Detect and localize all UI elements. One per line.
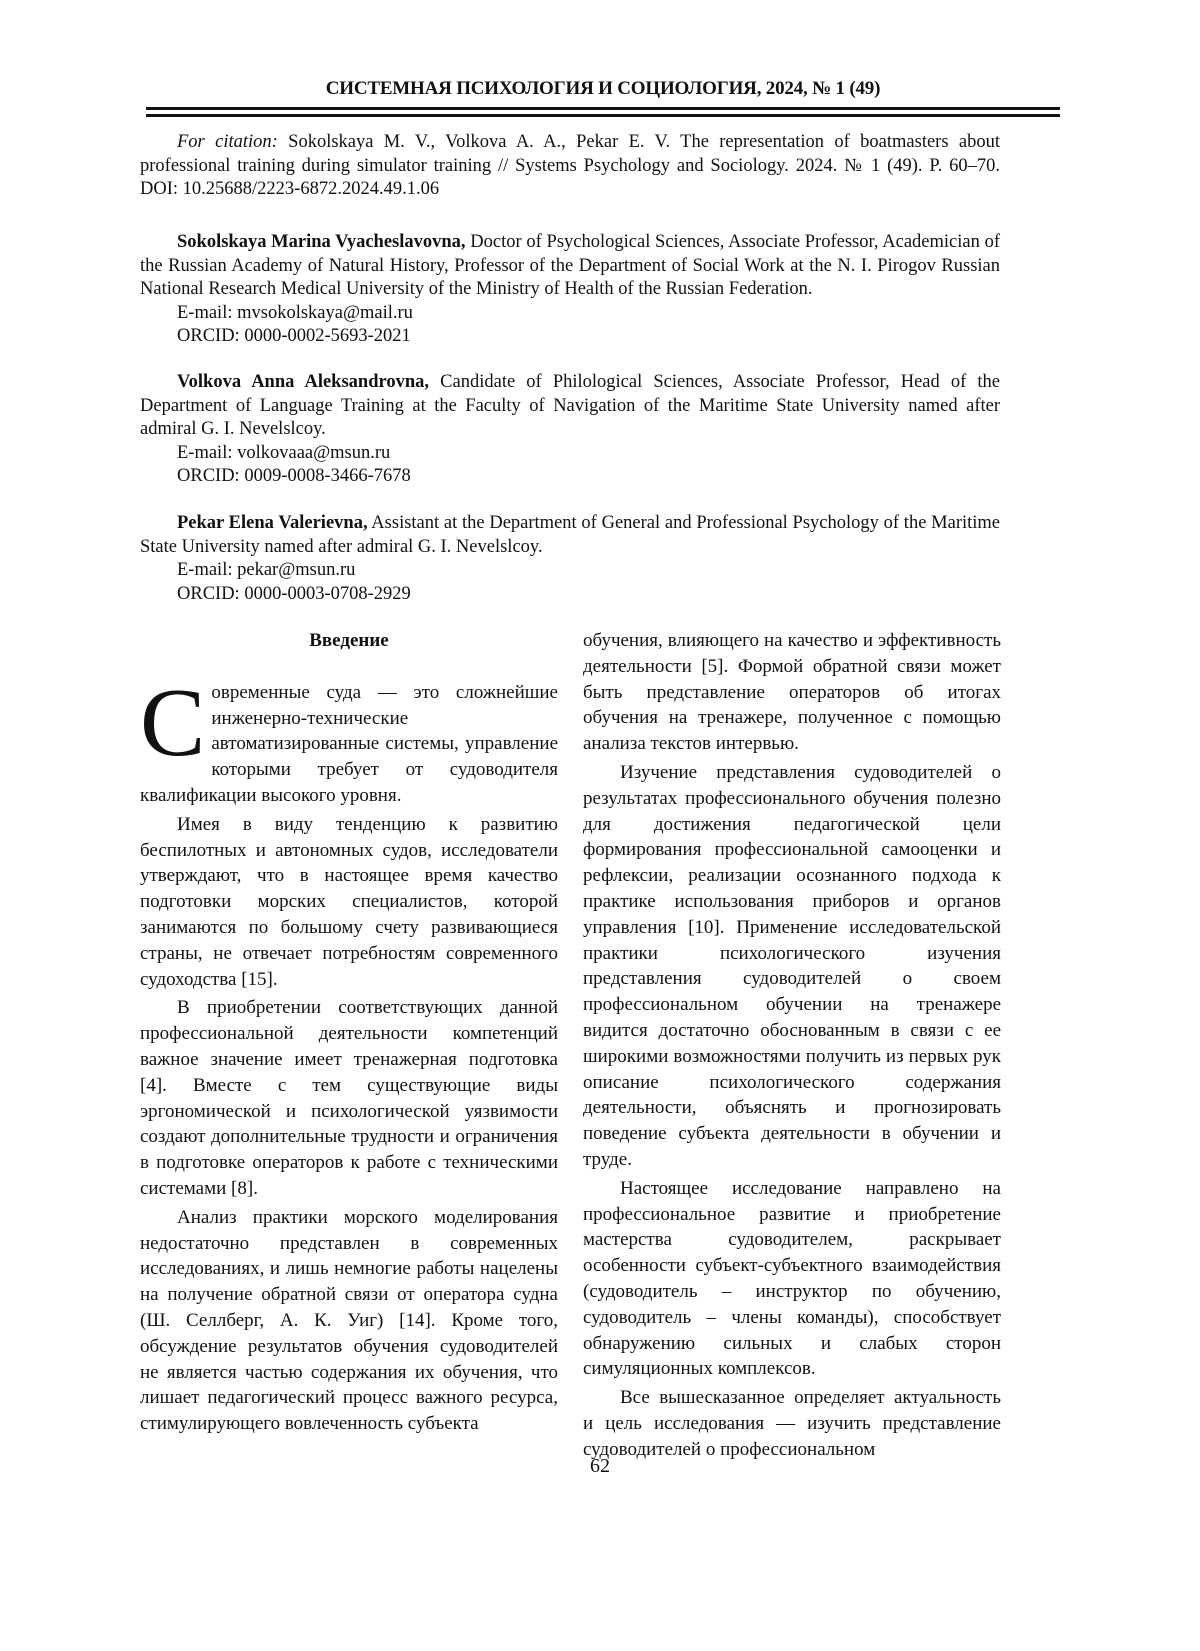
header-rule [146,107,1060,110]
paragraph: Изучение представления судоводителей о результатах профессионального обучения полезно для достижения педагогической цели формирования профессиональной самооценки и рефлексии, реализации осознанного подхода к практике использования приборов и органов управления [10]. Применение исследовательской практики психологического изучения представления судоводителей о своем профессиональном обучении на тренажере видится достаточно обоснованным в связи с ее широкими возможностями получить из первых рук описание психологического содержания деятельности, объяснять и прогнозировать поведение субъекта деятельности в обучении и труде. [583,760,1001,1173]
author-email: E-mail: pekar@msun.ru [140,559,1000,583]
author-bio: Doctor of Psychological Sciences, Associate Professor, Academician of the Russian Academy of Natural History, Professor of the Department of Social Work at the N. I. Pirogov Russian National Research Medical University of the Ministry of Health of the Russian Federation. [140,232,1000,299]
author-orcid: ORCID: 0009-0008-3466-7678 [140,465,1000,489]
author-name: Pekar Elena Valerievna, [177,513,368,533]
citation-label: For citation: [177,132,278,152]
author-orcid: ORCID: 0000-0003-0708-2929 [140,583,1000,607]
author-1 [140,231,1000,349]
page-number: 62 [0,1455,1200,1478]
author-orcid: ORCID: 0000-0002-5693-2021 [140,325,1000,349]
paragraph: Настоящее исследование направлено на профессиональное развитие и приобретение мастерства судоводителем, раскрывает особенности субъект-субъектного взаимодействия (судоводитель – инструктор по обучению, судоводитель – члены команды), способствует обнаружению сильных и слабых сторон симуляционных комплексов. [583,1176,1001,1382]
author-bio: Assistant at the Department of General and Professional Psychology of the Maritime State University named after admiral G. I. Nevelslcoy. [140,513,1000,557]
header-rule [146,114,1060,117]
drop-cap: С [140,686,205,760]
paragraph: Все вышесказанное определяет актуальность и цель исследования — изучить представление судоводителей о профессиональном [583,1385,1001,1462]
paragraph-text: овременные суда — это сложнейшие инженерно-технические автоматизированные системы, управление которыми требует от судоводителя квалификации высокого уровня. [140,682,558,806]
paragraph [140,680,558,809]
author-bio: Candidate of Philological Sciences, Associate Professor, Head of the Department of Language Training at the Faculty of Navigation of the Maritime State University named after admiral G. I. Nevelslcoy. [140,372,1000,439]
left-column [140,628,558,1440]
citation [140,131,1000,202]
author-email: E-mail: volkovaaa@msun.ru [140,442,1000,466]
author-name: Sokolskaya Marina Vyacheslavovna, [177,232,466,252]
paragraph: Имея в виду тенденцию к развитию беспилотных и автономных судов, исследователи утверждают, что в настоящее время качество подготовки морских специалистов, которой занимаются по большому счету развивающиеся страны, не отвечает потребностям современного судоходства [15]. [140,812,558,993]
paragraph: В приобретении соответствующих данной профессиональной деятельности компетенций важное значение имеет тренажерная подготовка [4]. Вместе с тем существующие виды эргономической и психологической уязвимости создают дополнительные трудности и ограничения в подготовке операторов к работе с техническими системами [8]. [140,995,558,1201]
author-3 [140,512,1000,606]
journal-header: СИСТЕМНАЯ ПСИХОЛОГИЯ И СОЦИОЛОГИЯ, 2024, № 1 (49) [146,78,1060,100]
paragraph: Анализ практики морского моделирования недостаточно представлен в современных исследованиях, и лишь немногие работы нацелены на получение обратной связи от оператора судна (Ш. Селлберг, А. К. Уиг) [14]. Кроме того, обсуждение результатов обучения судоводителей не является частью содержания их обучения, что лишает педагогический процесс важного ресурса, стимулирующего вовлеченность субъекта [140,1205,558,1437]
author-email: E-mail: mvsokolskaya@mail.ru [140,302,1000,326]
section-title: Введение [140,628,558,654]
author-name: Volkova Anna Aleksandrovna, [177,372,429,392]
citation-text: Sokolskaya M. V., Volkova A. A., Pekar E. V. The representation of boatmasters about professional training during simulator training // Systems Psychology and Sociology. 2024. № 1 (49). P. 60–70. DOI: 10.25688/2223-6872.2024.49.1.06 [140,132,1000,199]
paragraph: обучения, влияющего на качество и эффективность деятельности [5]. Формой обратной связи может быть представление операторов об итогах обучения на тренажере, полученное с помощью анализа текстов интервью. [583,628,1001,757]
author-2 [140,371,1000,489]
right-column [583,628,1001,1466]
